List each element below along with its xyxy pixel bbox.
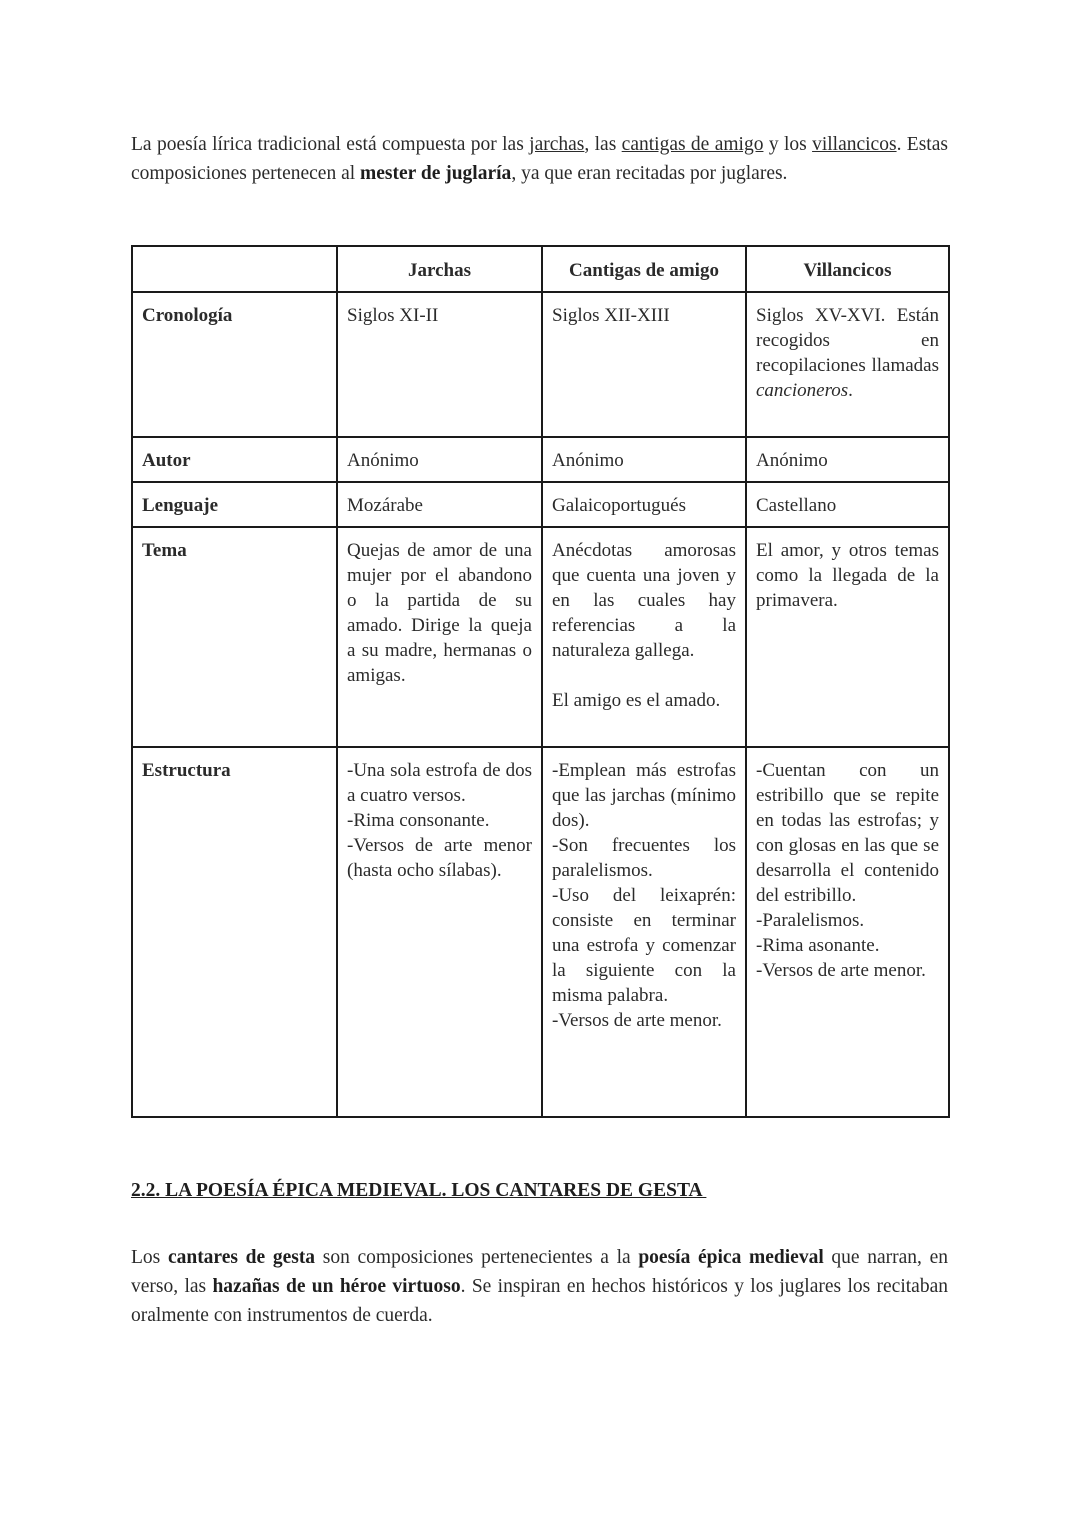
cronologia-label: Cronología — [132, 292, 337, 437]
estructura-cantigas — [542, 747, 746, 1117]
estructura-cantigas-item: -Son frecuentes los paralelismos. — [552, 835, 736, 881]
outro-text-1: Los — [131, 1247, 168, 1268]
tema-cantigas-text-1: Anécdotas amorosas que cuenta una joven y en las cuales hay referencias a la naturaleza gallega. — [552, 540, 736, 661]
estructura-jarchas — [337, 747, 542, 1117]
intro-paragraph — [131, 130, 948, 188]
tema-label: Tema — [132, 527, 337, 747]
tema-villancicos: El amor, y otros temas como la llegada de la primavera. — [746, 527, 949, 747]
intro-text-1: La poesía lírica tradicional está compuesta por las — [131, 134, 530, 155]
intro-text-5: , ya que eran recitadas por juglares. — [511, 163, 788, 184]
estructura-cantigas-item: -Versos de arte menor. — [552, 1010, 722, 1031]
header-cantigas: Cantigas de amigo — [542, 246, 746, 292]
estructura-cantigas-item: -Uso del leixaprén: consiste en terminar una estrofa y comenzar la siguiente con la misma palabra. — [552, 885, 736, 1006]
lenguaje-villancicos: Castellano — [746, 482, 949, 527]
cancioneros-italic: cancioneros — [756, 380, 849, 401]
cantigas-link: cantigas de amigo — [621, 134, 764, 155]
intro-text-3: y los — [763, 134, 813, 155]
section-title: 2.2. LA POESÍA ÉPICA MEDIEVAL. LOS CANTARES DE GESTA — [131, 1180, 707, 1201]
outro-text-2: son composiciones pertenecientes a la — [315, 1247, 639, 1268]
header-jarchas: Jarchas — [337, 246, 542, 292]
jarchas-link: jarchas — [529, 134, 585, 155]
autor-label: Autor — [132, 437, 337, 482]
outro-text-3: que narran, en verso, las — [131, 1247, 949, 1297]
estructura-cantigas-item: -Emplean más estrofas que las jarchas (mínimo dos). — [552, 760, 736, 831]
tema-jarchas: Quejas de amor de una mujer por el abandono o la partida de su amado. Dirige la queja a su madre, hermanas o amigas. — [337, 527, 542, 747]
estructura-villancicos-item: -Paralelismos. — [756, 910, 865, 931]
hazanas-bold: hazañas de un héroe virtuoso — [212, 1276, 461, 1297]
estructura-label: Estructura — [132, 747, 337, 1117]
row-autor — [132, 437, 949, 482]
row-lenguaje — [132, 482, 949, 527]
autor-cantigas: Anónimo — [542, 437, 746, 482]
row-estructura — [132, 747, 949, 1117]
cronologia-jarchas: Siglos XI-II — [337, 292, 542, 437]
estructura-jarchas-item: -Una sola estrofa de dos a cuatro versos. — [347, 760, 532, 806]
cantares-bold: cantares de gesta — [167, 1247, 316, 1268]
header-villancicos: Villancicos — [746, 246, 949, 292]
autor-villancicos: Anónimo — [746, 437, 949, 482]
outro-text-4: . Se inspiran en hechos históricos y los juglares los recitaban oralmente con instrumentos de cuerda. — [131, 1276, 948, 1326]
villancicos-link: villancicos — [812, 134, 897, 155]
comparison-table — [131, 245, 950, 1118]
lenguaje-cantigas: Galaicoportugués — [542, 482, 746, 527]
estructura-villancicos-item: -Cuentan con un estribillo que se repite en todas las estrofas; y con glosas en las que se desarrolla el contenido del estribillo. — [756, 760, 939, 906]
tema-cantigas-text-2: El amigo es el amado. — [552, 690, 721, 711]
estructura-villancicos — [746, 747, 949, 1117]
estructura-villancicos-item: -Rima asonante. — [756, 935, 880, 956]
estructura-villancicos-item: -Versos de arte menor. — [756, 960, 926, 981]
estructura-jarchas-item: -Rima consonante. — [347, 810, 490, 831]
estructura-jarchas-item: -Versos de arte menor (hasta ocho sílabas). — [347, 835, 532, 881]
cronologia-villancicos — [746, 292, 949, 437]
row-cronologia — [132, 292, 949, 437]
tema-cantigas — [542, 527, 746, 747]
cronologia-cantigas: Siglos XII-XIII — [542, 292, 746, 437]
mester-bold: mester de juglaría — [360, 163, 512, 184]
cronologia-villancicos-period: . — [848, 380, 853, 401]
autor-jarchas: Anónimo — [337, 437, 542, 482]
intro-text-2: , las — [584, 134, 622, 155]
lenguaje-label: Lenguaje — [132, 482, 337, 527]
intro-text-4: . Estas composiciones pertenecen al — [131, 134, 948, 184]
outro-paragraph — [131, 1243, 948, 1330]
row-tema — [132, 527, 949, 747]
lenguaje-jarchas: Mozárabe — [337, 482, 542, 527]
poesia-bold: poesía épica medieval — [638, 1247, 824, 1268]
cronologia-villancicos-text: Siglos XV-XVI. Están recogidos en recopilaciones llamadas — [756, 305, 939, 376]
header-empty — [132, 246, 337, 292]
header-row — [132, 246, 949, 292]
